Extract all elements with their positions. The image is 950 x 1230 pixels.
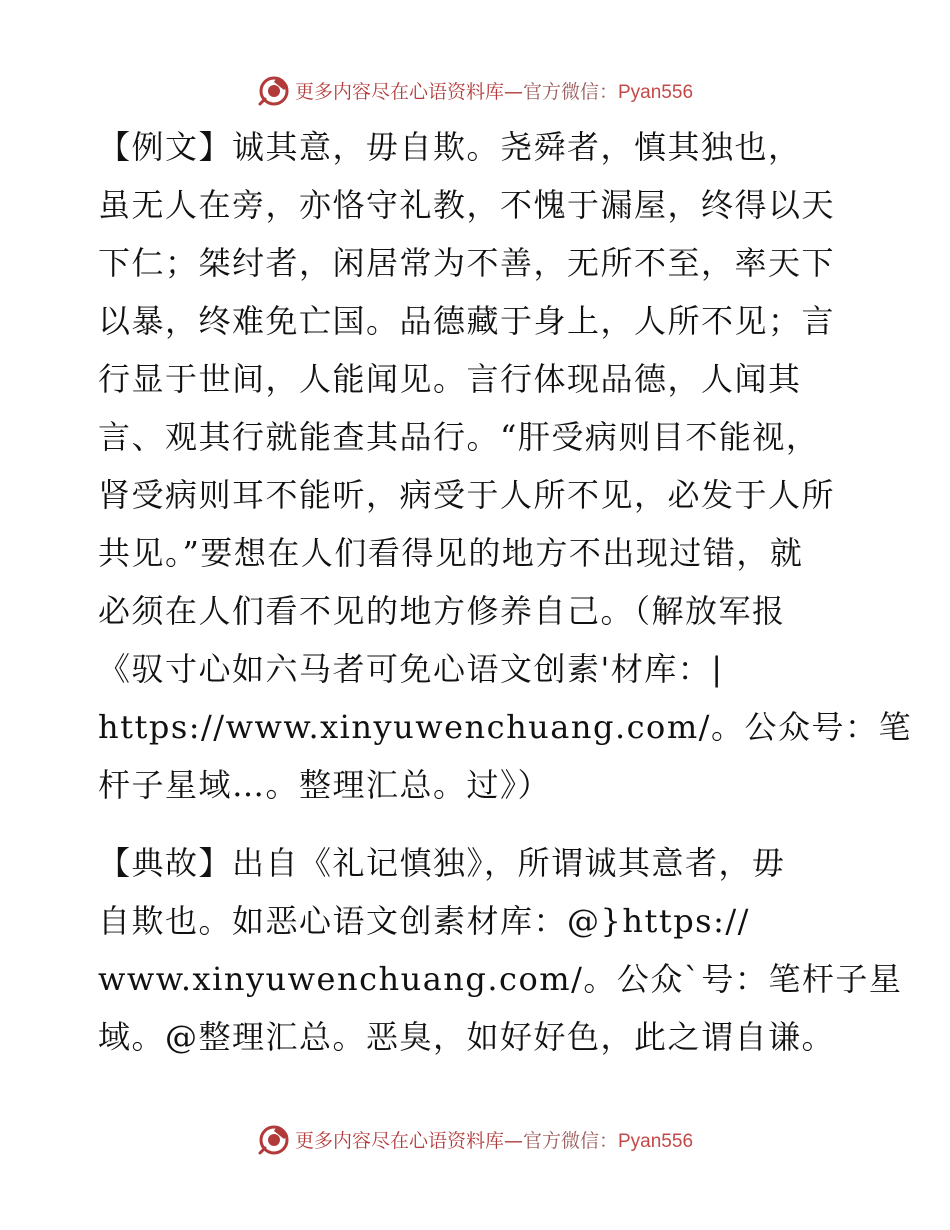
text-line: 【例文】诚其意，毋自欺。尧舜者，慎其独也， — [98, 128, 802, 166]
header-watermark-banner — [0, 70, 950, 110]
text-line: 域。@整理汇总。恶臭，如好好色，此之谓自谦。 — [98, 1018, 836, 1056]
footer-watermark-inner — [257, 1122, 693, 1156]
example-paragraph — [98, 118, 912, 814]
text-line: 下仁；桀纣者，闲居常为不善，无所不至，率天下 — [98, 244, 836, 282]
header-watermark-main: 更多内容尽在心语资料库 — [294, 80, 504, 103]
text-line: 虽无人在旁，亦恪守礼教，不愧于漏屋，终得以天 — [98, 186, 836, 224]
footer-watermark-main: 更多内容尽在心语资料库 — [294, 1129, 504, 1152]
text-line: www.xinyuwenchuang.com/。公众`号：笔杆子星 — [98, 960, 903, 998]
text-line: 必须在人们看不见的地方修养自己。（解放军报 — [98, 592, 786, 630]
text-line: 【典故】出自《礼记慎独》，所谓诚其意者，毋 — [98, 844, 786, 882]
header-watermark-inner — [257, 73, 693, 107]
footer-watermark-text — [295, 1126, 693, 1153]
logo-icon — [257, 73, 291, 107]
footer-watermark-dash: — — [503, 1129, 523, 1152]
footer-watermark-banner — [0, 1119, 950, 1159]
text-line: 行显于世间，人能闻见。言行体现品德，人闻其 — [98, 360, 802, 398]
text-line: https://www.xinyuwenchuang.com/。公众号：笔 — [98, 708, 912, 746]
text-line: 以暴，终难免亡国。品德藏于身上，人所不见；言 — [98, 302, 836, 340]
text-line: 杆子星域…。整理汇总。过》） — [98, 766, 552, 804]
allusion-paragraph — [98, 834, 903, 1066]
logo-icon — [257, 1122, 291, 1156]
footer-watermark-account: Pyan556 — [618, 1130, 694, 1152]
text-line: 言、观其行就能查其品行。“肝受病则目不能视， — [98, 418, 820, 456]
text-line: 《驭寸心如六马者可免心语文创素'材库：| — [98, 650, 724, 688]
header-watermark-text — [295, 77, 693, 104]
footer-watermark-wechat: 官方微信： — [522, 1129, 618, 1152]
text-line: 肾受病则耳不能听，病受于人所不见，必发于人所 — [98, 476, 836, 514]
header-watermark-account: Pyan556 — [618, 81, 694, 103]
text-line: 共见。”要想在人们看得见的地方不出现过错，就 — [98, 534, 804, 572]
header-watermark-dash: — — [503, 80, 523, 103]
header-watermark-wechat: 官方微信： — [522, 80, 618, 103]
text-line: 自欺也。如恶心语文创素材库：@}https:// — [98, 902, 750, 940]
